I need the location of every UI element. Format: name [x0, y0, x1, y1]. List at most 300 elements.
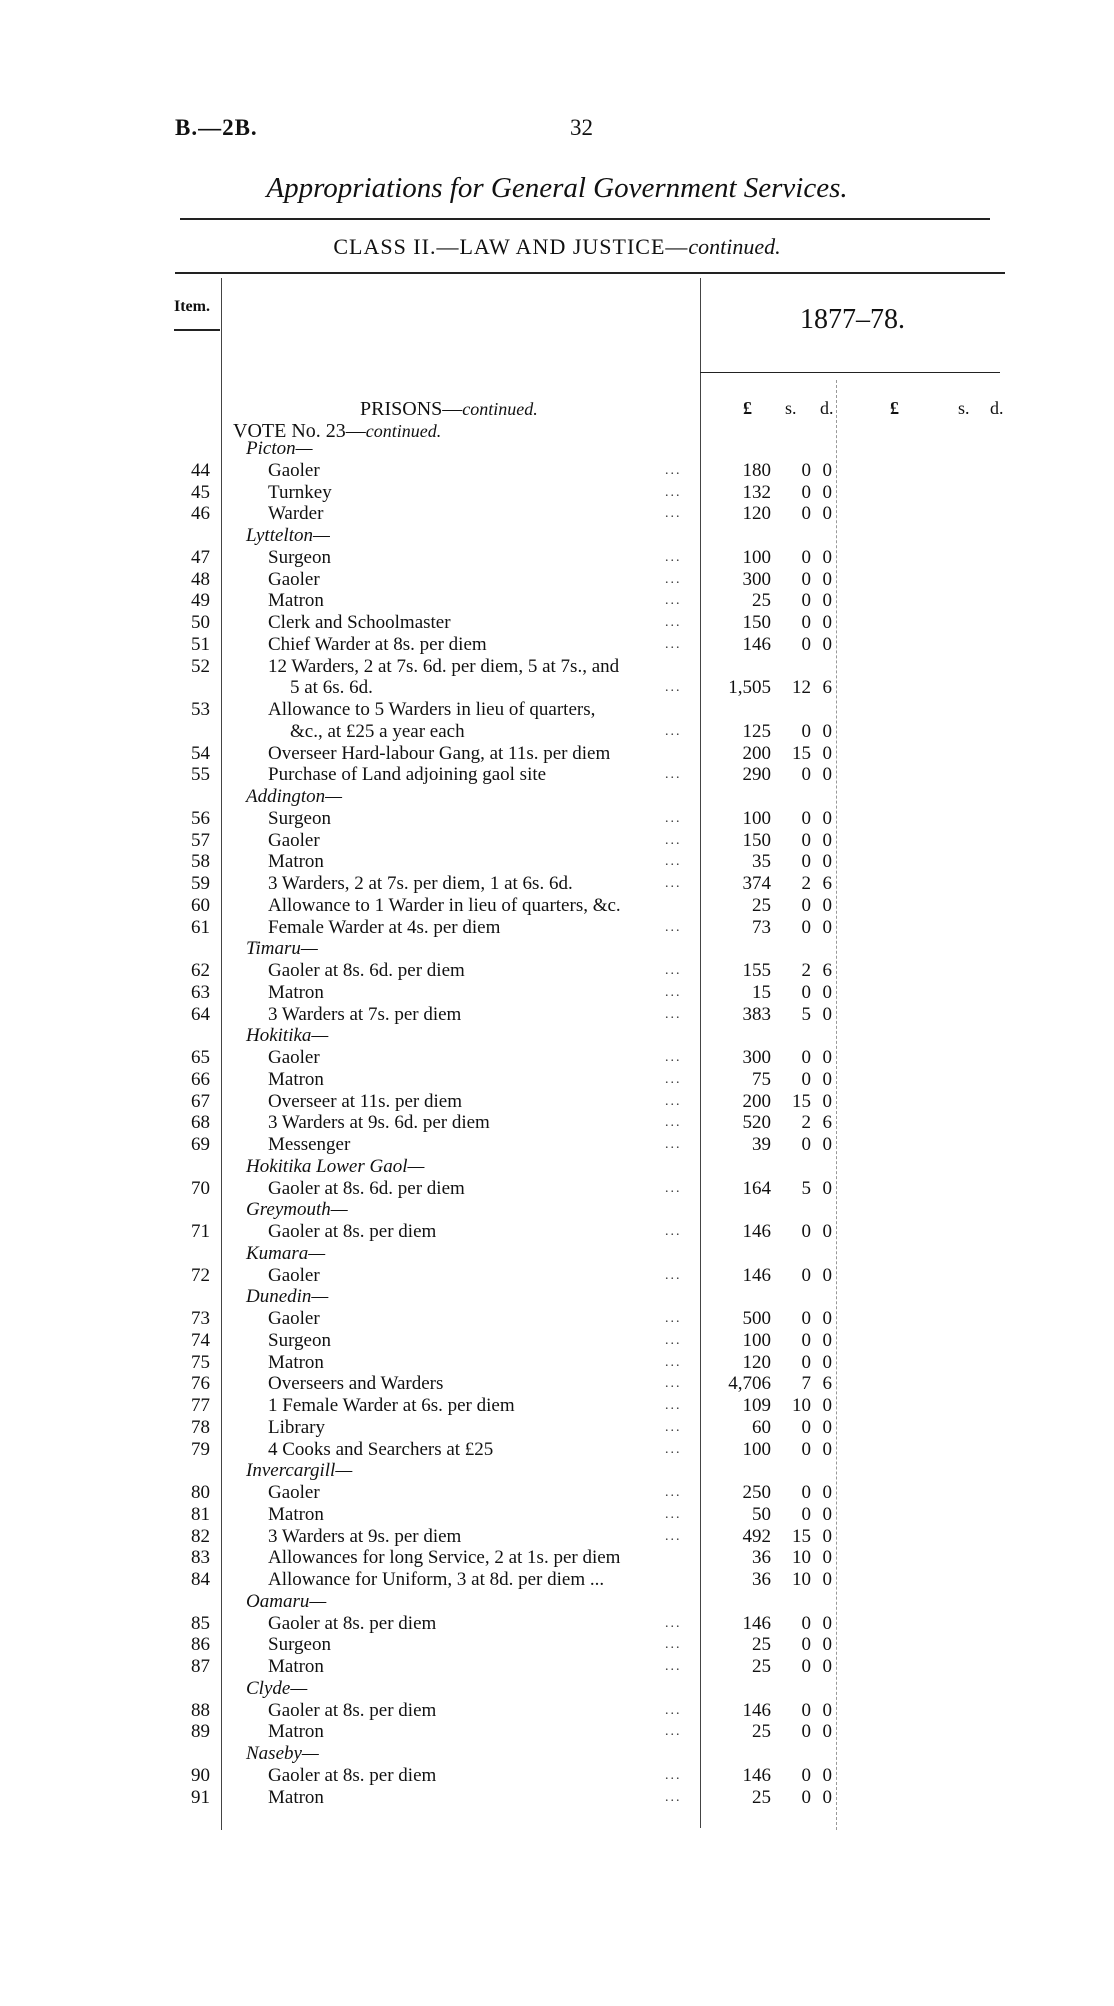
subsection-label: Clyde— [246, 1677, 308, 1699]
leader-dots: ... [665, 854, 682, 870]
amount-shillings: 0 [801, 1068, 811, 1090]
subsection-label: Addington— [246, 786, 343, 807]
amount-pounds: 300 [742, 568, 771, 590]
amount-shillings: 0 [801, 633, 811, 655]
amount-pounds: 492 [742, 1525, 771, 1547]
amount-pence: 0 [822, 1764, 832, 1786]
leader-dots: ... [665, 462, 682, 478]
table-row [0, 830, 1114, 852]
leader-dots: ... [665, 1376, 682, 1392]
item-description: Matron [268, 851, 324, 873]
amount-pence: 0 [822, 590, 832, 612]
item-description: Overseer at 11s. per diem [268, 1090, 462, 1112]
amount-pence: 0 [822, 1699, 832, 1721]
table-row [0, 1765, 1114, 1787]
leader-dots: ... [665, 1332, 682, 1348]
amount-shillings: 0 [801, 481, 811, 503]
leader-dots: ... [665, 1724, 682, 1740]
amount-pence: 0 [822, 546, 832, 568]
item-description: Gaoler [268, 829, 320, 851]
item-description: Overseers and Warders [268, 1373, 444, 1395]
table-row [0, 1656, 1114, 1678]
leader-dots: ... [665, 1702, 682, 1718]
table-row [0, 721, 1114, 743]
item-number: 82 [191, 1525, 210, 1547]
amount-pence: 0 [822, 981, 832, 1003]
page-number: 32 [570, 115, 593, 140]
leader-dots: ... [665, 1789, 682, 1805]
amount-pounds: 290 [742, 764, 771, 786]
table-row [0, 1308, 1114, 1330]
table-row [0, 590, 1114, 612]
table-row [0, 1700, 1114, 1722]
title-rule [180, 218, 990, 220]
item-description: Allowances for long Service, 2 at 1s. per diem [268, 1547, 621, 1569]
leader-dots: ... [665, 876, 682, 891]
amount-shillings: 5 [801, 1177, 811, 1199]
item-number: 62 [191, 960, 210, 981]
item-description: Gaoler at 8s. per diem [268, 1612, 437, 1634]
amount-pence: 0 [822, 1721, 832, 1743]
table-row [0, 1004, 1114, 1026]
item-number: 76 [191, 1373, 210, 1395]
amount-shillings: 0 [801, 807, 811, 829]
amount-pence: 6 [822, 960, 832, 981]
item-number: 53 [191, 699, 210, 720]
item-description: Gaoler at 8s. 6d. per diem [268, 1177, 465, 1199]
item-description: Matron [268, 1503, 324, 1525]
item-description: Turnkey [268, 481, 332, 503]
item-number: 57 [191, 829, 210, 851]
pence-header: d. [820, 398, 834, 418]
amount-shillings: 15 [792, 1525, 811, 1547]
item-number: 48 [191, 568, 210, 590]
class-heading [0, 234, 1114, 260]
table-row [0, 656, 1114, 678]
leader-dots: ... [665, 1659, 682, 1674]
amount-shillings: 10 [792, 1569, 811, 1590]
amount-pounds: 250 [742, 1482, 771, 1503]
item-description: Matron [268, 1068, 324, 1090]
vote-heading-cont: continued. [365, 421, 442, 441]
amount-pence: 0 [822, 1177, 832, 1199]
amount-pounds: 383 [742, 1003, 771, 1025]
amount-pounds: 146 [742, 1264, 771, 1286]
table-row [0, 808, 1114, 830]
amount-pounds: 36 [752, 1569, 771, 1590]
leader-dots: ... [665, 1311, 682, 1326]
amount-pounds: 100 [742, 546, 771, 568]
item-description: Matron [268, 1656, 324, 1677]
item-description: Gaoler at 8s. per diem [268, 1221, 437, 1242]
shilling-header-2: s. [958, 398, 970, 418]
item-description: Gaoler [268, 459, 320, 481]
amount-pence: 0 [822, 742, 832, 764]
table-row [0, 677, 1114, 699]
item-number: 88 [191, 1699, 210, 1721]
amount-pounds: 200 [742, 1090, 771, 1112]
table-row [0, 1221, 1114, 1243]
subsection-label: Naseby— [246, 1743, 319, 1764]
amount-shillings: 0 [801, 1764, 811, 1786]
amount-pounds: 25 [752, 590, 771, 612]
item-number: 87 [191, 1656, 210, 1677]
leader-dots: ... [665, 984, 682, 1000]
item-description: Female Warder at 4s. per diem [268, 916, 501, 938]
amount-pence: 0 [822, 459, 832, 481]
section-title-cont: continued. [462, 399, 538, 419]
item-description: Matron [268, 1351, 324, 1373]
amount-pounds: 35 [752, 851, 771, 873]
amount-pounds: 120 [742, 1351, 771, 1373]
amount-shillings: 0 [801, 916, 811, 938]
amount-pence: 0 [822, 612, 832, 633]
item-number: 75 [191, 1351, 210, 1373]
leader-dots: ... [665, 1267, 682, 1283]
amount-pence: 6 [822, 873, 832, 894]
shilling-header: s. [785, 398, 797, 418]
subsection-label: Hokitika— [246, 1025, 329, 1047]
leader-dots: ... [665, 1767, 682, 1783]
item-description: Allowance to 5 Warders in lieu of quarters, [268, 699, 596, 720]
item-number: 90 [191, 1764, 210, 1786]
subsection-heading [0, 1460, 1114, 1482]
amount-shillings: 0 [801, 1656, 811, 1677]
subsection-heading [0, 1243, 1114, 1265]
item-number: 64 [191, 1003, 210, 1025]
amount-shillings: 0 [801, 1721, 811, 1743]
amount-shillings: 5 [801, 1003, 811, 1025]
item-number: 85 [191, 1612, 210, 1634]
table-row [0, 1134, 1114, 1156]
subsection-label: Dunedin— [246, 1286, 329, 1308]
leader-dots: ... [665, 615, 682, 630]
table-row [0, 764, 1114, 786]
amount-pence: 0 [822, 1395, 832, 1416]
item-description: Allowance for Uniform, 3 at 8d. per diem ... [268, 1569, 605, 1590]
amount-pounds: 146 [742, 1612, 771, 1634]
amount-pence: 0 [822, 1134, 832, 1155]
leader-dots: ... [665, 680, 682, 696]
item-number: 59 [191, 873, 210, 894]
item-number: 84 [191, 1569, 210, 1590]
item-number: 89 [191, 1721, 210, 1743]
item-description: 1 Female Warder at 6s. per diem [268, 1395, 515, 1416]
section-title [360, 398, 538, 421]
amount-pounds: 180 [742, 459, 771, 481]
amount-pence: 6 [822, 1373, 832, 1395]
item-number: 60 [191, 894, 210, 916]
item-number: 78 [191, 1416, 210, 1438]
item-description: 3 Warders, 2 at 7s. per diem, 1 at 6s. 6d. [268, 873, 573, 894]
document-reference: B.—2B. [175, 115, 258, 140]
leader-dots: ... [665, 593, 682, 609]
item-number: 58 [191, 851, 210, 873]
amount-shillings: 7 [801, 1373, 811, 1395]
amount-shillings: 0 [801, 1264, 811, 1286]
leader-dots: ... [665, 1419, 682, 1435]
table-row [0, 482, 1114, 504]
section-title-main: PRISONS— [360, 398, 463, 420]
subsection-label: Oamaru— [246, 1590, 327, 1612]
amount-shillings: 0 [801, 1308, 811, 1329]
table-row [0, 1439, 1114, 1461]
table-row [0, 982, 1114, 1004]
item-description: Chief Warder at 8s. per diem [268, 633, 487, 655]
table-row [0, 1721, 1114, 1743]
leader-dots: ... [665, 810, 682, 826]
item-number: 66 [191, 1068, 210, 1090]
item-description: Allowance to 1 Warder in lieu of quarters, &c. [268, 894, 621, 916]
item-description: Clerk and Schoolmaster [268, 612, 451, 633]
amount-shillings: 0 [801, 720, 811, 742]
leader-dots: ... [665, 636, 682, 652]
amount-pounds: 125 [742, 720, 771, 742]
item-description: Overseer Hard-labour Gang, at 11s. per diem [268, 742, 611, 764]
leader-dots: ... [665, 1506, 682, 1522]
amount-shillings: 0 [801, 1634, 811, 1656]
leader-dots: ... [665, 1637, 682, 1653]
subsection-heading [0, 438, 1114, 460]
amount-pounds: 60 [752, 1416, 771, 1438]
table-row [0, 960, 1114, 982]
leader-dots: ... [665, 1441, 682, 1457]
amount-pounds: 300 [742, 1047, 771, 1068]
leader-dots: ... [665, 1398, 682, 1413]
table-row [0, 1373, 1114, 1395]
amount-pence: 0 [822, 1547, 832, 1569]
amount-pence: 0 [822, 568, 832, 590]
item-description: Matron [268, 1786, 324, 1808]
leader-dots: ... [665, 1224, 682, 1239]
item-description: 3 Warders at 9s. 6d. per diem [268, 1112, 490, 1134]
amount-pounds: 100 [742, 1438, 771, 1460]
amount-pence: 0 [822, 720, 832, 742]
amount-pence: 0 [822, 1503, 832, 1525]
leader-dots: ... [665, 767, 682, 783]
amount-shillings: 0 [801, 1438, 811, 1460]
amount-pence: 0 [822, 1569, 832, 1590]
table-row [0, 1069, 1114, 1091]
amount-pounds: 120 [742, 503, 771, 525]
item-description: Matron [268, 1721, 324, 1743]
amount-shillings: 0 [801, 459, 811, 481]
amount-shillings: 0 [801, 829, 811, 851]
amount-pounds: 15 [752, 981, 771, 1003]
amount-pence: 0 [822, 1438, 832, 1460]
table-top-rule [175, 272, 1005, 274]
leader-dots: ... [665, 832, 682, 848]
item-header-rule [174, 329, 220, 331]
amount-shillings: 15 [792, 1090, 811, 1112]
subsection-heading [0, 1199, 1114, 1221]
amount-shillings: 0 [801, 1699, 811, 1721]
table-row [0, 917, 1114, 939]
amount-shillings: 0 [801, 1047, 811, 1068]
leader-dots: ... [665, 1071, 682, 1087]
item-number: 70 [191, 1177, 210, 1199]
table-row [0, 851, 1114, 873]
amount-shillings: 0 [801, 894, 811, 916]
amount-pounds: 146 [742, 1221, 771, 1242]
item-description: Matron [268, 590, 324, 612]
table-row [0, 460, 1114, 482]
subsection-heading [0, 1678, 1114, 1700]
leader-dots: ... [665, 484, 682, 500]
amount-shillings: 2 [801, 960, 811, 981]
item-number: 52 [191, 655, 210, 677]
amount-shillings: 0 [801, 1416, 811, 1438]
amount-pence: 0 [822, 481, 832, 503]
amount-pounds: 200 [742, 742, 771, 764]
amount-shillings: 2 [801, 1112, 811, 1134]
item-number: 56 [191, 807, 210, 829]
amount-shillings: 0 [801, 590, 811, 612]
subsection-heading [0, 938, 1114, 960]
table-row [0, 1395, 1114, 1417]
table-row [0, 1112, 1114, 1134]
table-row [0, 503, 1114, 525]
table-row [0, 895, 1114, 917]
table-row [0, 1265, 1114, 1287]
item-description: Purchase of Land adjoining gaol site [268, 764, 547, 786]
amount-shillings: 0 [801, 503, 811, 525]
amount-pounds: 25 [752, 1634, 771, 1656]
subsection-heading [0, 1025, 1114, 1047]
table-row [0, 1352, 1114, 1374]
amount-pounds: 500 [742, 1308, 771, 1329]
table-row [0, 1330, 1114, 1352]
item-number: 91 [191, 1786, 210, 1808]
amount-pence: 0 [822, 1482, 832, 1503]
amount-pounds: 150 [742, 829, 771, 851]
leader-dots: ... [665, 1485, 682, 1500]
item-number: 81 [191, 1503, 210, 1525]
leader-dots: ... [665, 1137, 682, 1152]
item-number: 86 [191, 1634, 210, 1656]
item-description: Gaoler [268, 1482, 320, 1503]
leader-dots: ... [665, 723, 682, 739]
item-description: Gaoler [268, 568, 320, 590]
item-number: 61 [191, 916, 210, 938]
amount-pence: 0 [822, 1786, 832, 1808]
amount-shillings: 0 [801, 1329, 811, 1351]
item-description: 5 at 6s. 6d. [290, 677, 373, 699]
amount-pence: 0 [822, 764, 832, 786]
amount-shillings: 0 [801, 1612, 811, 1634]
subsection-label: Kumara— [246, 1242, 326, 1264]
subsection-heading [0, 525, 1114, 547]
leader-dots: ... [665, 1115, 682, 1131]
amount-pounds: 73 [752, 916, 771, 938]
amount-pence: 0 [822, 894, 832, 916]
item-description: 4 Cooks and Searchers at £25 [268, 1438, 494, 1460]
amount-pence: 0 [822, 1656, 832, 1677]
table-row [0, 569, 1114, 591]
item-number: 51 [191, 633, 210, 655]
item-number: 71 [191, 1221, 210, 1242]
class-heading-cont: continued. [688, 234, 781, 259]
amount-pence: 0 [822, 807, 832, 829]
amount-shillings: 2 [801, 873, 811, 894]
leader-dots: ... [665, 1354, 682, 1370]
pound-header-2: £ [890, 398, 899, 418]
item-description: Gaoler [268, 1264, 320, 1286]
amount-pounds: 25 [752, 1656, 771, 1677]
item-description: 3 Warders at 7s. per diem [268, 1003, 462, 1025]
leader-dots: ... [665, 506, 682, 522]
table-row [0, 1569, 1114, 1591]
table-row [0, 1634, 1114, 1656]
leader-dots: ... [665, 963, 682, 978]
table-row [0, 873, 1114, 895]
amount-shillings: 0 [801, 1221, 811, 1242]
amount-shillings: 0 [801, 1503, 811, 1525]
subsection-heading [0, 1743, 1114, 1765]
subsection-label: Hokitika Lower Gaol— [246, 1155, 425, 1177]
item-number: 80 [191, 1482, 210, 1503]
item-description: Surgeon [268, 546, 331, 568]
table-row [0, 699, 1114, 721]
amount-pence: 6 [822, 677, 832, 699]
pence-header-2: d. [990, 398, 1004, 418]
table-row [0, 1047, 1114, 1069]
year-header: 1877–78. [800, 304, 905, 335]
item-number: 72 [191, 1264, 210, 1286]
leader-dots: ... [665, 549, 682, 565]
item-number: 63 [191, 981, 210, 1003]
table-row [0, 1526, 1114, 1548]
item-number: 73 [191, 1308, 210, 1329]
amount-pounds: 155 [742, 960, 771, 981]
amount-pounds: 100 [742, 1329, 771, 1351]
table-row [0, 1504, 1114, 1526]
amount-pence: 0 [822, 1068, 832, 1090]
amount-shillings: 0 [801, 851, 811, 873]
item-number: 83 [191, 1547, 210, 1569]
item-number: 79 [191, 1438, 210, 1460]
amount-pounds: 25 [752, 1721, 771, 1743]
item-number: 44 [191, 459, 210, 481]
item-description: Matron [268, 981, 324, 1003]
table-row [0, 612, 1114, 634]
item-description: Gaoler [268, 1308, 320, 1329]
item-number: 68 [191, 1112, 210, 1134]
amount-shillings: 0 [801, 1482, 811, 1503]
amount-pence: 0 [822, 851, 832, 873]
subsection-heading [0, 1156, 1114, 1178]
item-number: 69 [191, 1134, 210, 1155]
amount-pence: 0 [822, 1003, 832, 1025]
item-description: Surgeon [268, 1634, 331, 1656]
item-description: 12 Warders, 2 at 7s. 6d. per diem, 5 at 7s., and [268, 655, 620, 677]
table-row [0, 1613, 1114, 1635]
amount-pence: 0 [822, 1416, 832, 1438]
item-description: Surgeon [268, 807, 331, 829]
amount-pounds: 150 [742, 612, 771, 633]
subsection-heading [0, 1591, 1114, 1613]
amount-shillings: 0 [801, 546, 811, 568]
item-number: 46 [191, 503, 210, 525]
amount-pence: 0 [822, 1090, 832, 1112]
table-row [0, 743, 1114, 765]
leader-dots: ... [665, 919, 682, 935]
item-column-header: Item. [174, 298, 210, 315]
year-header-rule [700, 372, 1000, 373]
amount-shillings: 0 [801, 981, 811, 1003]
class-heading-main: CLASS II.—LAW AND JUSTICE— [333, 234, 689, 259]
amount-pence: 6 [822, 1112, 832, 1134]
